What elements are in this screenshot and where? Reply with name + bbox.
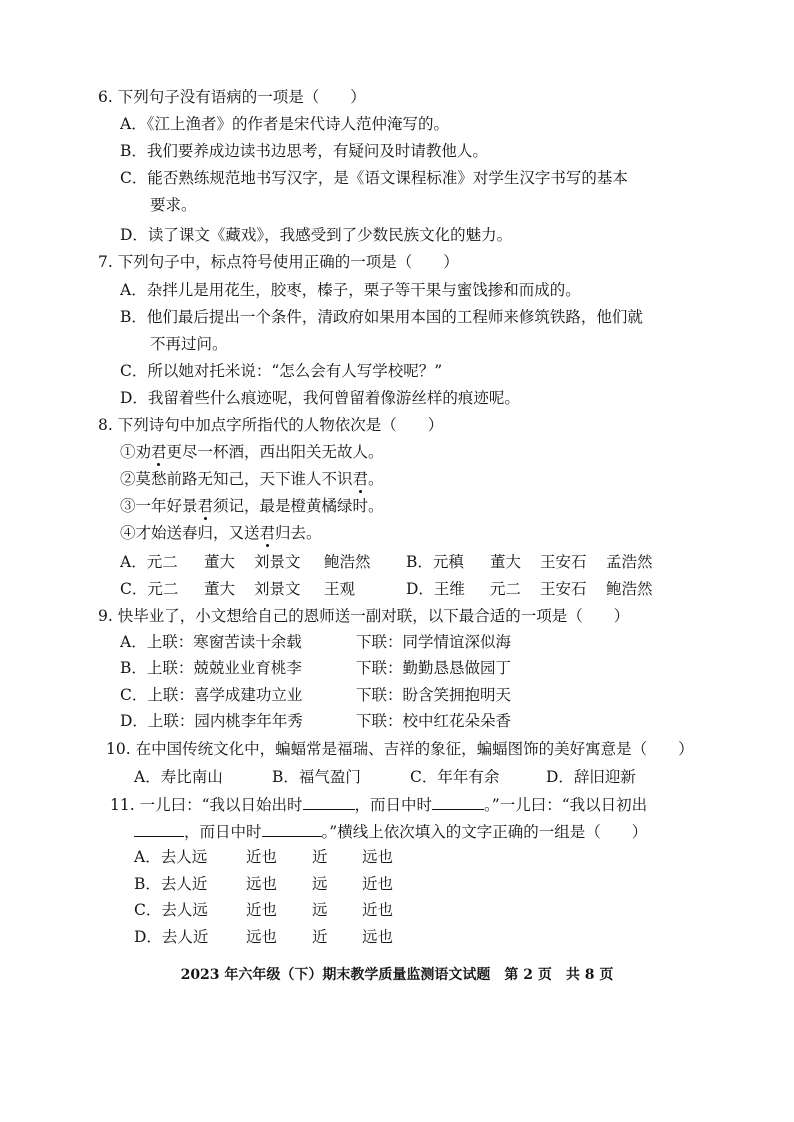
q8-a-4: 鲍浩然: [324, 553, 371, 571]
fill-blank-1: [303, 793, 355, 810]
q9-option-d: [120, 710, 511, 732]
q7-option-b-cont: 不再过问。: [150, 335, 228, 353]
q8-d-1: D．王维: [406, 580, 465, 598]
q7-option-c: C．所以她对托米说：“怎么会有人写学校呢？”: [120, 362, 443, 380]
q10-option-d: D．辞旧迎新: [546, 768, 636, 786]
upper-couplet: B．上联：兢兢业业育桃李: [120, 659, 302, 677]
q6-option-d: D．读了课文《藏戏》，我感受到了少数民族文化的魅力。: [120, 226, 513, 244]
q11-col: 远也: [246, 875, 278, 893]
poem-text: 。: [368, 470, 384, 488]
upper-couplet: C．上联：喜学成建功立业: [120, 686, 303, 704]
poem-text: 归去。: [275, 524, 322, 542]
q6-option-c: C．能否熟练规范地书写汉字，是《语文课程标准》对学生汉字书写的基本: [120, 169, 628, 187]
q10-options: [134, 766, 636, 788]
q8-d-4: 鲍浩然: [606, 580, 653, 598]
q11-col: A．去人远: [134, 848, 208, 866]
dotted-char: 君: [352, 470, 369, 488]
upper-couplet: A．上联：寒窗苦读十余载: [120, 633, 302, 651]
q11-option-d: [134, 926, 393, 948]
q8-b-3: 王安石: [540, 553, 587, 571]
q11-text: 11. 一儿曰：“我以日始出时: [110, 796, 303, 814]
q11-col: 远也: [246, 928, 278, 946]
q9-option-b: [120, 657, 511, 679]
q8-d-2: 元二: [490, 580, 522, 598]
page-footer: 2023 年六年级（下）期末教学质量监测语文试题 第 2 页 共 8 页: [180, 967, 614, 983]
poem-text: ②莫愁前路无知己，天下谁人不识: [120, 470, 353, 488]
fill-blank-2: [432, 793, 484, 810]
q11-col: 远: [312, 901, 328, 919]
q8-a-1: A．元二: [120, 553, 178, 571]
q7-stem: 7. 下列句子中，标点符号使用正确的一项是（ ）: [98, 253, 459, 271]
q11-text: ，而日中时: [184, 823, 262, 841]
q11-col: 近也: [246, 901, 278, 919]
fill-blank-3: [134, 820, 184, 837]
poem-text: ①劝: [120, 443, 152, 461]
poem-text: ③一年好景: [120, 497, 198, 515]
q8-b-1: B．元稹: [406, 553, 464, 571]
q8-stem: 8. 下列诗句中加点字所指代的人物依次是（ ）: [98, 416, 444, 434]
q11-col: 近也: [246, 848, 278, 866]
q11-col: 远也: [362, 848, 394, 866]
upper-couplet: D．上联：园内桃李年年秀: [120, 712, 303, 730]
q7-option-d: D．我留着些什么痕迹呢，我何曾留着像游丝样的痕迹呢。: [120, 389, 520, 407]
q11-col: 远: [312, 875, 328, 893]
q8-a-2: 董大: [204, 553, 236, 571]
q8-b-4: 孟浩然: [606, 553, 653, 571]
poem-text: ④才始送春归，又送: [120, 524, 260, 542]
dotted-char: 君: [259, 524, 276, 542]
q11-text: ，而日中时: [354, 796, 433, 814]
q8-poem-1: [120, 441, 384, 463]
q8-c-3: 刘景文: [254, 580, 301, 598]
q8-poem-2: [120, 468, 384, 490]
q7-option-b: B．他们最后提出一个条件，清政府如果用本国的工程师来修筑铁路，他们就: [120, 308, 643, 326]
q9-stem: 9. 快毕业了，小文想给自己的恩师送一副对联，以下最合适的一项是（ ）: [98, 607, 630, 625]
q11-line-2: [134, 820, 647, 843]
q11-text: 。”横线上依次填入的文字正确的一组是（ ）: [321, 823, 648, 841]
dotted-char: 君: [151, 443, 167, 461]
q9-option-a: [120, 631, 511, 653]
q6-option-b: B．我们要养成边读书边思考，有疑问及时请教他人。: [120, 142, 488, 160]
q11-option-a: [134, 846, 393, 868]
q11-col: 近也: [362, 901, 394, 919]
q11-col: D．去人近: [134, 928, 209, 946]
q6-option-c-cont: 要求。: [150, 196, 197, 214]
q10-option-b: B．福气盈门: [272, 768, 361, 786]
lower-couplet: 下联：校中红花朵朵香: [356, 712, 512, 730]
q8-d-3: 王安石: [540, 580, 587, 598]
q9-option-c: [120, 684, 511, 706]
q11-option-b: [134, 873, 393, 895]
q10-option-c: C．年年有余: [410, 768, 500, 786]
lower-couplet: 下联：同学情谊深似海: [356, 633, 512, 651]
poem-text: 须记，最是橙黄橘绿时。: [213, 497, 384, 515]
q10-option-a: A．寿比南山: [134, 768, 223, 786]
q7-option-a: A．杂拌儿是用花生，胶枣，榛子，栗子等干果与蜜饯掺和而成的。: [120, 281, 581, 299]
q10-stem: 10. 在中国传统文化中，蝙蝠常是福瑞、吉祥的象征，蝙蝠图饰的美好寓意是（ ）: [106, 740, 694, 758]
q8-options-ab: [120, 551, 676, 573]
q11-line-1: [110, 793, 647, 816]
q11-col: 远也: [362, 928, 394, 946]
q8-poem-4: [120, 522, 322, 544]
q6-stem: 6. 下列句子没有语病的一项是（ ）: [98, 88, 366, 106]
q11-col: 近: [312, 848, 328, 866]
q11-option-c: [134, 899, 393, 921]
q8-c-1: C．元二: [120, 580, 179, 598]
lower-couplet: 下联：勤勤恳恳做园丁: [356, 659, 512, 677]
q8-poem-3: [120, 495, 384, 517]
q11-col: 近: [312, 928, 328, 946]
fill-blank-4: [262, 820, 322, 837]
poem-text: 更尽一杯酒，西出阳关无故人。: [166, 443, 384, 461]
q6-option-a: A．《江上渔者》的作者是宋代诗人范仲淹写的。: [120, 115, 449, 133]
q8-options-cd: [120, 578, 676, 600]
q11-col: B．去人近: [134, 875, 208, 893]
q8-c-4: 王观: [324, 580, 356, 598]
q11-text: 。”一儿曰：“我以日初出: [484, 796, 648, 814]
q8-a-3: 刘景文: [254, 553, 301, 571]
q11-col: 近也: [362, 875, 394, 893]
lower-couplet: 下联：盼含笑拥抱明天: [356, 686, 512, 704]
q8-b-2: 董大: [490, 553, 522, 571]
q11-col: C．去人远: [134, 901, 208, 919]
q8-c-2: 董大: [204, 580, 236, 598]
dotted-char: 君: [197, 497, 214, 515]
